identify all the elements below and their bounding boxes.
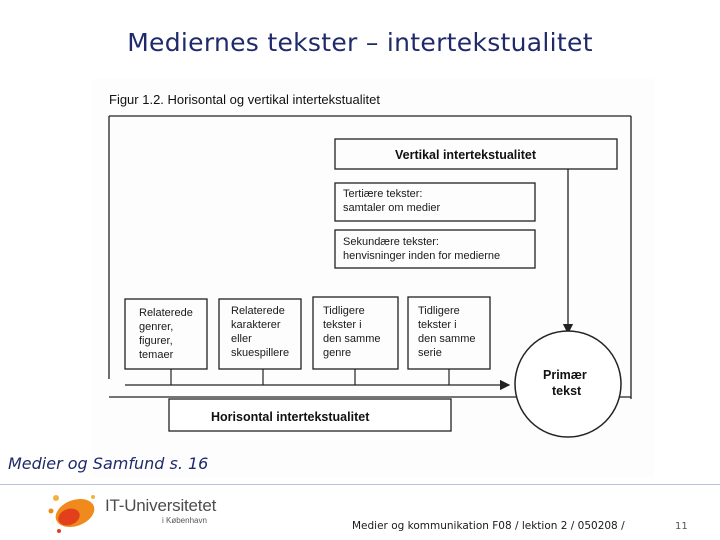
course-footer: Medier og kommunikation F08 / lektion 2 / 050208 / (352, 520, 625, 532)
box4-line-3: den samme (418, 333, 476, 345)
secondary-line-1: Sekundære tekster: (343, 236, 439, 248)
tertiary-line-2: samtaler om medier (343, 202, 441, 214)
box1-line-3: figurer, (139, 335, 173, 347)
box2-line-3: eller (231, 333, 252, 345)
box4-line-2: tekster i (418, 319, 457, 331)
primary-line-1: Primær (543, 368, 587, 382)
horizontal-heading: Horisontal intertekstualitet (211, 410, 370, 424)
figure-title: Figur 1.2. Horisontal og vertikal intertekstualitet (109, 92, 380, 107)
footer-divider (0, 484, 720, 485)
box3-line-4: genre (323, 347, 352, 359)
page-number: 11 (675, 521, 688, 532)
box-connectors (171, 369, 449, 385)
figure-scan (91, 79, 654, 477)
box2-line-1: Relaterede (231, 305, 285, 317)
tertiary-line-1: Tertiære tekster: (343, 188, 423, 200)
box3-line-3: den samme (323, 333, 381, 345)
logo-mark-icon (45, 489, 101, 537)
vertical-heading: Vertikal intertekstualitet (395, 148, 537, 162)
box2-line-2: karakterer (231, 319, 281, 331)
box1-line-1: Relaterede (139, 307, 193, 319)
logo-subtitle: i København (162, 516, 207, 525)
secondary-line-2: henvisninger inden for medierne (343, 250, 501, 262)
box3-line-1: Tidligere (323, 305, 365, 317)
box3-line-2: tekster i (323, 319, 362, 331)
box1-line-4: temaer (139, 349, 174, 361)
intertextuality-diagram (91, 79, 654, 477)
box1-line-2: genrer, (139, 321, 174, 333)
box2-line-4: skuespillere (231, 347, 290, 359)
figure-caption: Medier og Samfund s. 16 (8, 454, 209, 473)
slide-title: Mediernes tekster – intertekstualitet (127, 28, 593, 57)
box4-line-1: Tidligere (418, 305, 460, 317)
itu-logo (45, 487, 231, 538)
primary-line-2: tekst (552, 384, 582, 398)
box4-line-4: serie (418, 347, 442, 359)
logo-name: IT-Universitetet (105, 496, 217, 515)
